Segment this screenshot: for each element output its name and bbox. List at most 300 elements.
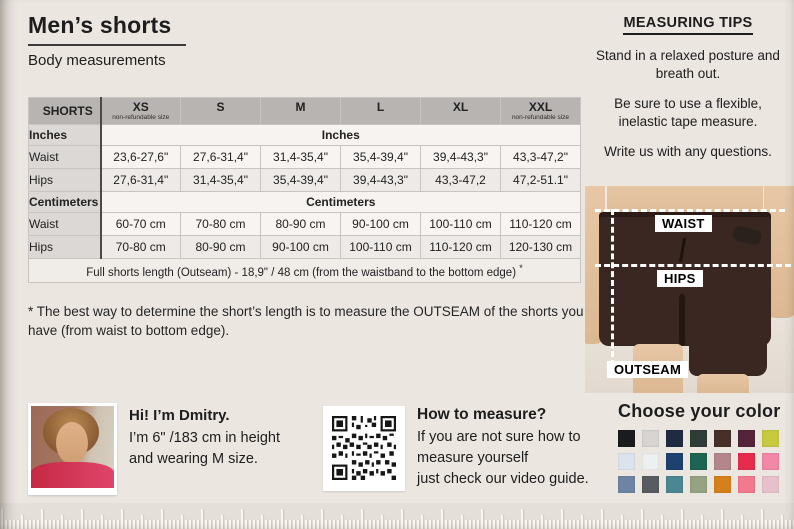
ruler-tick: [357, 520, 359, 529]
qr-code: [332, 416, 396, 480]
ruler-tick: [125, 520, 127, 529]
ruler-tick: [269, 520, 271, 529]
ruler-tick: [609, 520, 611, 529]
size-table-header-row: [29, 98, 581, 125]
ruler-tick: [397, 520, 399, 529]
ruler-tick: [717, 520, 719, 529]
tip-item: Stand in a relaxed posture and breath out.: [596, 48, 780, 81]
ruler-tick: [341, 515, 343, 529]
ruler-tick: [769, 520, 771, 529]
column-note: [421, 114, 500, 121]
size-cell: 27,6-31,4": [181, 146, 261, 169]
color-swatch-dark-green: [690, 430, 707, 447]
how-to-line: If you are not sure how to: [417, 429, 581, 445]
ruler: [0, 503, 794, 529]
row-label: Hips: [29, 236, 101, 259]
ruler-tick: [29, 520, 31, 529]
ruler-tick: [225, 520, 227, 529]
color-swatch-light-pink: [762, 476, 779, 493]
column-label: XS: [132, 100, 149, 114]
ruler-tick: [765, 520, 767, 529]
ruler-tick: [753, 520, 755, 529]
ruler-tick: [773, 520, 775, 529]
ruler-tick: [629, 520, 631, 529]
color-swatch-coral: [738, 476, 755, 493]
color-swatch-sage: [690, 476, 707, 493]
ruler-tick: [565, 520, 567, 529]
outseam-length-note: [29, 259, 581, 283]
size-cell: 110-120 cm: [421, 236, 501, 259]
ruler-tick: [561, 509, 563, 529]
size-cell: 70-80 cm: [181, 213, 261, 236]
ruler-tick: [537, 520, 539, 529]
column-header-l: [341, 98, 421, 125]
size-cell: 23,6-27,6": [101, 146, 181, 169]
dmitry-face: [56, 422, 88, 464]
ruler-tick: [361, 509, 363, 529]
ruler-tick: [613, 520, 615, 529]
ruler-tick: [273, 520, 275, 529]
ruler-tick: [505, 520, 507, 529]
ruler-tick: [757, 520, 759, 529]
ruler-tick: [477, 520, 479, 529]
ruler-tick: [193, 520, 195, 529]
ruler-tick: [725, 520, 727, 529]
size-cell: 90-100 cm: [261, 236, 341, 259]
ruler-tick: [73, 520, 75, 529]
qr-card: [323, 406, 405, 491]
ruler-tick: [305, 520, 307, 529]
dmitry-heading: Hi! I’m Dmitry.: [129, 407, 230, 424]
color-swatch-plum: [738, 430, 755, 447]
ruler-tick: [405, 520, 407, 529]
ruler-tick: [133, 520, 135, 529]
ruler-tick: [325, 520, 327, 529]
section-row-inches: [29, 125, 581, 146]
ruler-tick: [729, 520, 731, 529]
ruler-tick: [421, 515, 423, 529]
ruler-tick: [685, 520, 687, 529]
color-swatch-royal-blue: [666, 453, 683, 470]
ruler-tick: [713, 520, 715, 529]
ruler-tick: [109, 520, 111, 529]
ruler-tick: [761, 509, 763, 529]
size-table: [28, 97, 581, 283]
color-swatch-dark-gray: [642, 476, 659, 493]
ruler-tick: [781, 515, 783, 529]
ruler-tick: [461, 515, 463, 529]
waist-dashed-line: [595, 209, 785, 212]
ruler-tick: [177, 520, 179, 529]
ruler-tick: [197, 520, 199, 529]
ruler-tick: [61, 515, 63, 529]
ruler-tick: [381, 515, 383, 529]
ruler-tick: [489, 520, 491, 529]
ruler-tick: [437, 520, 439, 529]
ruler-tick: [673, 520, 675, 529]
color-swatch-pink: [762, 453, 779, 470]
ruler-tick: [257, 520, 259, 529]
column-label: M: [295, 100, 306, 114]
size-cell: 35,4-39,4": [341, 146, 421, 169]
color-swatch-dusty-rose: [714, 453, 731, 470]
table-corner-label: SHORTS: [29, 98, 101, 125]
ruler-tick: [41, 509, 43, 529]
ruler-tick: [93, 520, 95, 529]
waist-label: WAIST: [655, 215, 712, 232]
ruler-tick: [473, 520, 475, 529]
ruler-tick: [65, 520, 67, 529]
ruler-tick: [37, 520, 39, 529]
ruler-tick: [617, 520, 619, 529]
ruler-tick: [365, 520, 367, 529]
ruler-tick: [493, 520, 495, 529]
footer-asterisk: *: [519, 262, 523, 273]
ruler-tick: [425, 520, 427, 529]
ruler-tick: [169, 520, 171, 529]
ruler-tick: [733, 520, 735, 529]
size-cell: 31,4-35,4": [261, 146, 341, 169]
ruler-tick: [333, 520, 335, 529]
size-cell: 70-80 cm: [101, 236, 181, 259]
color-swatch-navy: [666, 430, 683, 447]
section-span-label: Centimeters: [101, 192, 581, 213]
column-note: [341, 114, 420, 121]
dmitry-red-shirt: [31, 462, 114, 488]
size-cell: 60-70 cm: [101, 213, 181, 236]
ruler-tick: [313, 520, 315, 529]
color-swatch-light-gray: [642, 430, 659, 447]
ruler-tick: [393, 520, 395, 529]
ruler-tick: [605, 520, 607, 529]
ruler-tick: [545, 520, 547, 529]
ruler-tick: [669, 520, 671, 529]
size-cell: 80-90 cm: [261, 213, 341, 236]
size-cell: 90-100 cm: [341, 213, 421, 236]
ruler-tick: [277, 520, 279, 529]
ruler-tick: [409, 520, 411, 529]
ruler-tick: [625, 520, 627, 529]
title-underline: [28, 44, 186, 46]
ruler-tick: [105, 520, 107, 529]
ruler-tick: [689, 520, 691, 529]
column-header-xl: [421, 98, 501, 125]
ruler-tick: [721, 509, 723, 529]
ruler-tick: [209, 520, 211, 529]
ruler-tick: [265, 520, 267, 529]
ruler-tick: [525, 520, 527, 529]
dmitry-photo-card: [28, 403, 117, 495]
ruler-tick: [465, 520, 467, 529]
ruler-tick: [517, 520, 519, 529]
ruler-tick: [709, 520, 711, 529]
ruler-tick: [585, 520, 587, 529]
measuring-tips: [588, 14, 788, 174]
row-label: Waist: [29, 213, 101, 236]
ruler-tick: [601, 509, 603, 529]
color-chooser-heading: Choose your color: [618, 401, 781, 421]
ruler-tick: [45, 520, 47, 529]
ruler-tick: [697, 520, 699, 529]
table-row-hips-inches: [29, 169, 581, 192]
ruler-tick: [417, 520, 419, 529]
shorts-right-leg: [689, 336, 767, 376]
size-cell: 100-110 cm: [421, 213, 501, 236]
ruler-tick: [161, 509, 163, 529]
ruler-tick: [597, 520, 599, 529]
ruler-tick: [337, 520, 339, 529]
ruler-tick: [317, 520, 319, 529]
ruler-tick: [777, 520, 779, 529]
ruler-tick: [533, 520, 535, 529]
ruler-tick: [309, 520, 311, 529]
ruler-tick: [385, 520, 387, 529]
ruler-tick: [553, 520, 555, 529]
ruler-tick: [577, 520, 579, 529]
column-label: XL: [452, 100, 469, 114]
ruler-tick: [289, 520, 291, 529]
section-row-centimeters: [29, 192, 581, 213]
ruler-tick: [149, 520, 151, 529]
ruler-tick: [85, 520, 87, 529]
ruler-tick: [681, 509, 683, 529]
table-row-waist-cm: [29, 213, 581, 236]
shorts-measure-photo: [585, 186, 794, 393]
color-swatch-teal: [666, 476, 683, 493]
ruler-tick: [301, 515, 303, 529]
color-swatch-black: [618, 430, 635, 447]
color-swatch-orange: [714, 476, 731, 493]
ruler-tick: [369, 520, 371, 529]
ruler-tick: [17, 520, 19, 529]
color-swatch-emerald: [690, 453, 707, 470]
ruler-tick: [81, 509, 83, 529]
ruler-tick: [429, 520, 431, 529]
ruler-tick: [401, 509, 403, 529]
ruler-tick: [25, 520, 27, 529]
ruler-tick: [485, 520, 487, 529]
size-cell: 120-130 cm: [501, 236, 581, 259]
ruler-tick: [737, 520, 739, 529]
ruler-tick: [653, 520, 655, 529]
ruler-tick: [201, 509, 203, 529]
ruler-tick: [445, 520, 447, 529]
size-cell: 39,4-43,3": [341, 169, 421, 192]
column-note: [181, 114, 260, 121]
ruler-tick: [141, 515, 143, 529]
ruler-tick: [129, 520, 131, 529]
size-cell: 43,3-47,2": [501, 146, 581, 169]
ruler-tick: [705, 520, 707, 529]
section-span-label: Inches: [101, 125, 581, 146]
ruler-tick: [1, 509, 3, 529]
ruler-tick: [633, 520, 635, 529]
color-swatch-slate-blue: [618, 476, 635, 493]
ruler-tick: [457, 520, 459, 529]
shorts-leg-split-shadow: [679, 294, 685, 346]
ruler-tick: [541, 515, 543, 529]
measuring-tips-title: MEASURING TIPS: [623, 15, 752, 35]
ruler-tick: [101, 515, 103, 529]
ruler-tick: [241, 509, 243, 529]
ruler-tick: [789, 520, 791, 529]
ruler-tick: [373, 520, 375, 529]
ruler-tick: [145, 520, 147, 529]
ruler-tick: [345, 520, 347, 529]
section-label: Centimeters: [29, 192, 101, 213]
ruler-tick: [641, 509, 643, 529]
ruler-tick: [649, 520, 651, 529]
ruler-tick: [377, 520, 379, 529]
ruler-tick: [637, 520, 639, 529]
ruler-tick: [33, 520, 35, 529]
page-subtitle: Body measurements: [28, 52, 166, 69]
ruler-tick: [661, 515, 663, 529]
ruler-tick: [469, 520, 471, 529]
ruler-tick: [181, 515, 183, 529]
column-label: XXL: [528, 100, 553, 114]
color-swatch-white: [642, 453, 659, 470]
size-cell: 39,4-43,3": [421, 146, 501, 169]
column-label: S: [216, 100, 225, 114]
size-cell: 43,3-47,2: [421, 169, 501, 192]
ruler-tick: [253, 520, 255, 529]
outseam-dashed-line: [611, 209, 614, 366]
ruler-tick: [185, 520, 187, 529]
ruler-tick: [677, 520, 679, 529]
outseam-footnote: * The best way to determine the short’s length is to measure the OUTSEAM of the shorts you have (from waist to bottom edge).: [28, 304, 584, 338]
color-swatch-pale-blue: [618, 453, 635, 470]
ruler-tick: [321, 509, 323, 529]
dmitry-intro: [129, 407, 329, 470]
ruler-tick: [353, 520, 355, 529]
ruler-tick: [441, 509, 443, 529]
ruler-tick: [233, 520, 235, 529]
ruler-tick: [57, 520, 59, 529]
ruler-tick: [245, 520, 247, 529]
size-cell: 80-90 cm: [181, 236, 261, 259]
ruler-tick: [9, 520, 11, 529]
ruler-tick: [529, 520, 531, 529]
ruler-tick: [593, 520, 595, 529]
ruler-tick: [113, 520, 115, 529]
footer-note-text: Full shorts length (Outseam) - 18,9" / 48 cm (from the waistband to the bottom edge): [86, 266, 517, 279]
ruler-tick: [453, 520, 455, 529]
ruler-tick: [389, 520, 391, 529]
size-cell: 35,4-39,4": [261, 169, 341, 192]
size-cell: 27,6-31,4": [101, 169, 181, 192]
ruler-tick: [569, 520, 571, 529]
ruler-tick: [433, 520, 435, 529]
ruler-tick: [701, 515, 703, 529]
ruler-tick: [189, 520, 191, 529]
how-to-measure: [417, 406, 617, 490]
ruler-tick: [229, 520, 231, 529]
size-cell: 47,2-51.1": [501, 169, 581, 192]
row-label: Waist: [29, 146, 101, 169]
column-note: [261, 114, 340, 121]
ruler-tick: [77, 520, 79, 529]
ruler-tick: [237, 520, 239, 529]
size-cell: 31,4-35,4": [181, 169, 261, 192]
ruler-tick: [501, 515, 503, 529]
hips-label: HIPS: [657, 270, 703, 287]
ruler-tick: [745, 520, 747, 529]
ruler-tick: [665, 520, 667, 529]
ruler-tick: [297, 520, 299, 529]
color-swatch-chartreuse: [762, 430, 779, 447]
ruler-tick: [549, 520, 551, 529]
ruler-tick: [213, 520, 215, 529]
ruler-tick: [157, 520, 159, 529]
ruler-tick: [69, 520, 71, 529]
ruler-tick: [413, 520, 415, 529]
ruler-tick: [349, 520, 351, 529]
color-swatch-grid: [618, 430, 790, 493]
ruler-tick: [557, 520, 559, 529]
outseam-label: OUTSEAM: [607, 361, 688, 378]
ruler-tick: [261, 515, 263, 529]
ruler-tick: [121, 509, 123, 529]
ruler-tick: [481, 509, 483, 529]
ruler-tick: [49, 520, 51, 529]
ruler-tick: [329, 520, 331, 529]
size-cell: 110-120 cm: [501, 213, 581, 236]
row-label: Hips: [29, 169, 101, 192]
column-header-xs: [101, 98, 181, 125]
ruler-tick: [173, 520, 175, 529]
column-header-s: [181, 98, 261, 125]
size-cell: 100-110 cm: [341, 236, 421, 259]
column-note: non-refundable size: [511, 114, 570, 121]
how-to-line: measure yourself: [417, 450, 529, 467]
hips-dashed-line: [595, 264, 791, 267]
color-swatch-dark-brown: [714, 430, 731, 447]
ruler-tick: [217, 520, 219, 529]
ruler-tick: [53, 520, 55, 529]
dmitry-portrait: [31, 406, 114, 488]
model-right-leg: [697, 374, 749, 393]
tip-item: Be sure to use a flexible, inelastic tape measure.: [614, 96, 762, 129]
ruler-tick: [117, 520, 119, 529]
ruler-tick: [221, 515, 223, 529]
dmitry-line: I’m 6" /183 cm in height: [129, 430, 281, 446]
table-footer-row: [29, 259, 581, 283]
column-header-xxl: [501, 98, 581, 125]
ruler-tick: [513, 520, 515, 529]
column-label: L: [376, 100, 385, 114]
ruler-tick: [621, 515, 623, 529]
ruler-tick: [21, 515, 23, 529]
how-to-heading: How to measure?: [417, 406, 547, 423]
ruler-tick: [521, 509, 523, 529]
ruler-tick: [97, 520, 99, 529]
ruler-tick: [165, 520, 167, 529]
ruler-tick: [645, 520, 647, 529]
color-swatch-crimson: [738, 453, 755, 470]
ruler-tick: [785, 520, 787, 529]
ruler-tick: [137, 520, 139, 529]
ruler-tick: [249, 520, 251, 529]
ruler-tick: [449, 520, 451, 529]
ruler-tick: [293, 520, 295, 529]
ruler-tick: [581, 515, 583, 529]
ruler-tick: [657, 520, 659, 529]
ruler-tick: [741, 515, 743, 529]
ruler-tick: [285, 520, 287, 529]
table-row-hips-cm: [29, 236, 581, 259]
ruler-tick: [281, 509, 283, 529]
